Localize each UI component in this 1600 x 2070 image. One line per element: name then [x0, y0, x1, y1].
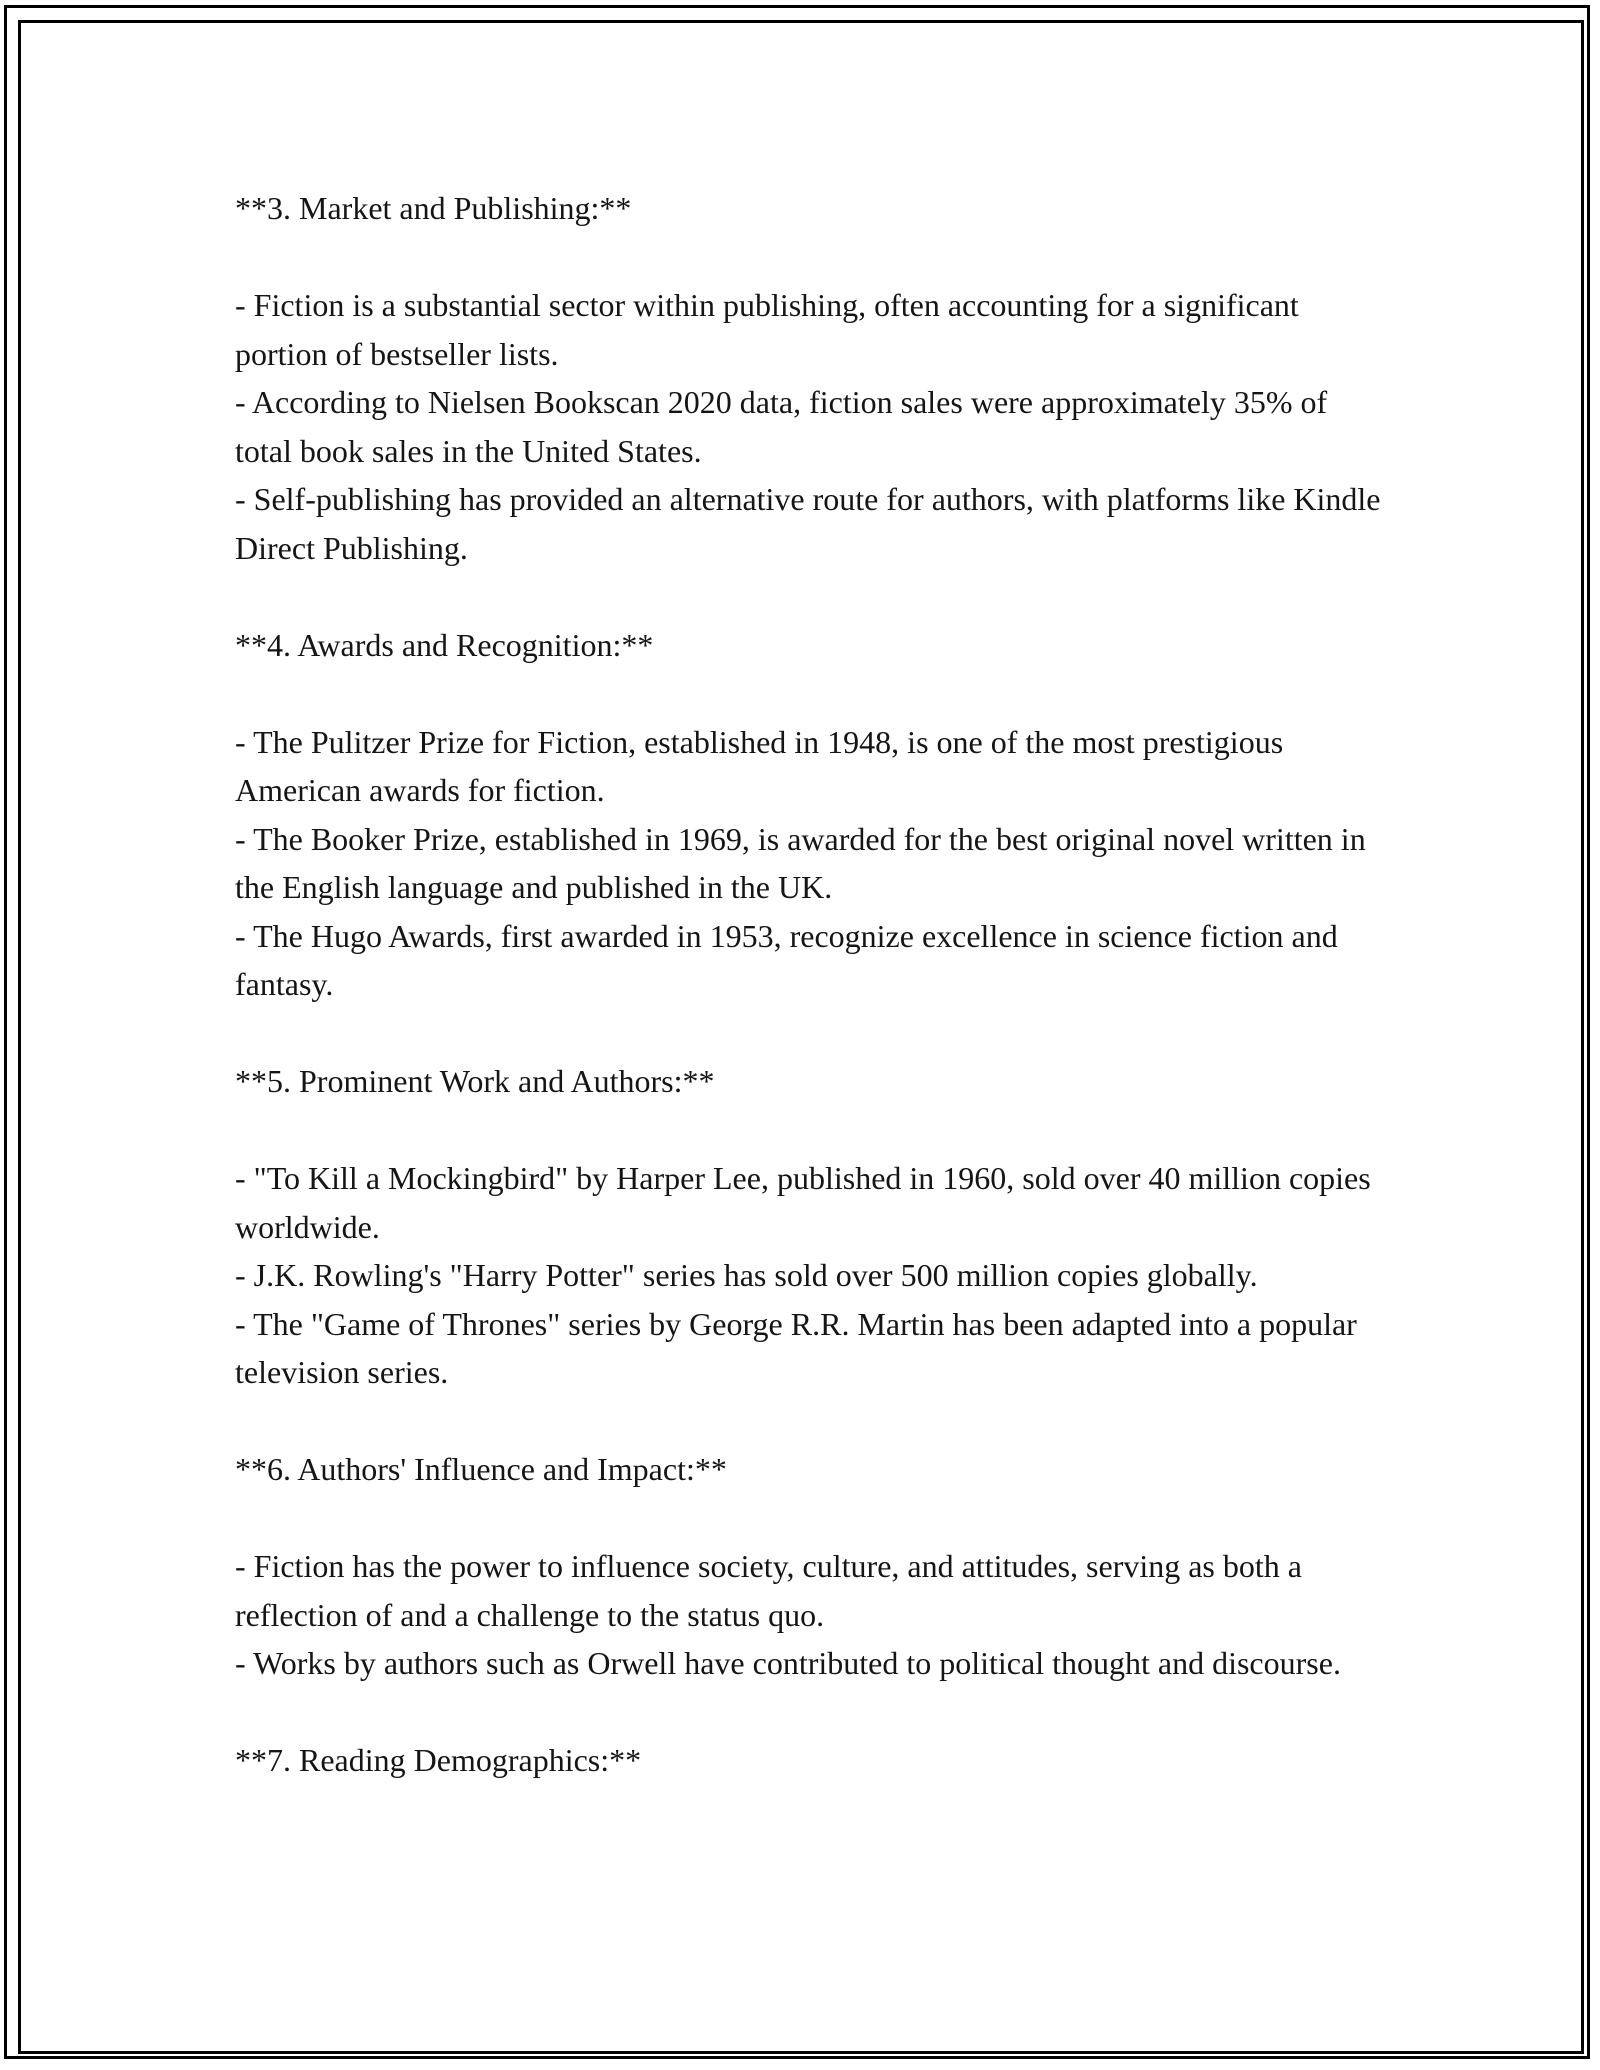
list-item: - According to Nielsen Bookscan 2020 data, fiction sales were approximately 35% of total book sales in the United States. [235, 384, 1328, 469]
section-market-and-publishing [235, 184, 1385, 572]
section-awards-and-recognition [235, 621, 1385, 1009]
bullet-list [235, 1542, 1385, 1688]
bullet-list [235, 718, 1385, 1009]
section-prominent-work-and-authors [235, 1057, 1385, 1397]
list-item: - Works by authors such as Orwell have contributed to political thought and discourse. [235, 1645, 1341, 1681]
list-item: - The Hugo Awards, first awarded in 1953, recognize excellence in science fiction and fantasy. [235, 917, 1338, 1002]
bullet-list [235, 281, 1385, 572]
list-item: - Self-publishing has provided an alternative route for authors, with platforms like Kindle Direct Publishing. [235, 481, 1381, 566]
list-item: - Fiction is a substantial sector within publishing, often accounting for a significant portion of bestseller lists. [235, 287, 1299, 372]
list-item: - The Booker Prize, established in 1969, is awarded for the best original novel written in the English language and published in the UK. [235, 820, 1366, 905]
section-heading: **3. Market and Publishing:** [235, 190, 632, 226]
document-body [235, 184, 1385, 1785]
list-item: - The "Game of Thrones" series by George R.R. Martin has been adapted into a popular television series. [235, 1305, 1357, 1390]
section-authors-influence-and-impact [235, 1445, 1385, 1688]
section-reading-demographics [235, 1736, 1385, 1785]
section-heading: **7. Reading Demographics:** [235, 1742, 642, 1778]
bullet-list [235, 1154, 1385, 1397]
list-item: - J.K. Rowling's "Harry Potter" series has sold over 500 million copies globally. [235, 1257, 1258, 1293]
list-item: - "To Kill a Mockingbird" by Harper Lee, published in 1960, sold over 40 million copies worldwide. [235, 1160, 1371, 1245]
list-item: - The Pulitzer Prize for Fiction, established in 1948, is one of the most prestigious American awards for fiction. [235, 723, 1284, 808]
section-heading: **4. Awards and Recognition:** [235, 626, 654, 663]
section-heading: **5. Prominent Work and Authors:** [235, 1063, 715, 1099]
list-item: - Fiction has the power to influence society, culture, and attitudes, serving as both a reflection of and a challenge to the status quo. [235, 1548, 1302, 1633]
section-heading: **6. Authors' Influence and Impact:** [235, 1451, 727, 1487]
